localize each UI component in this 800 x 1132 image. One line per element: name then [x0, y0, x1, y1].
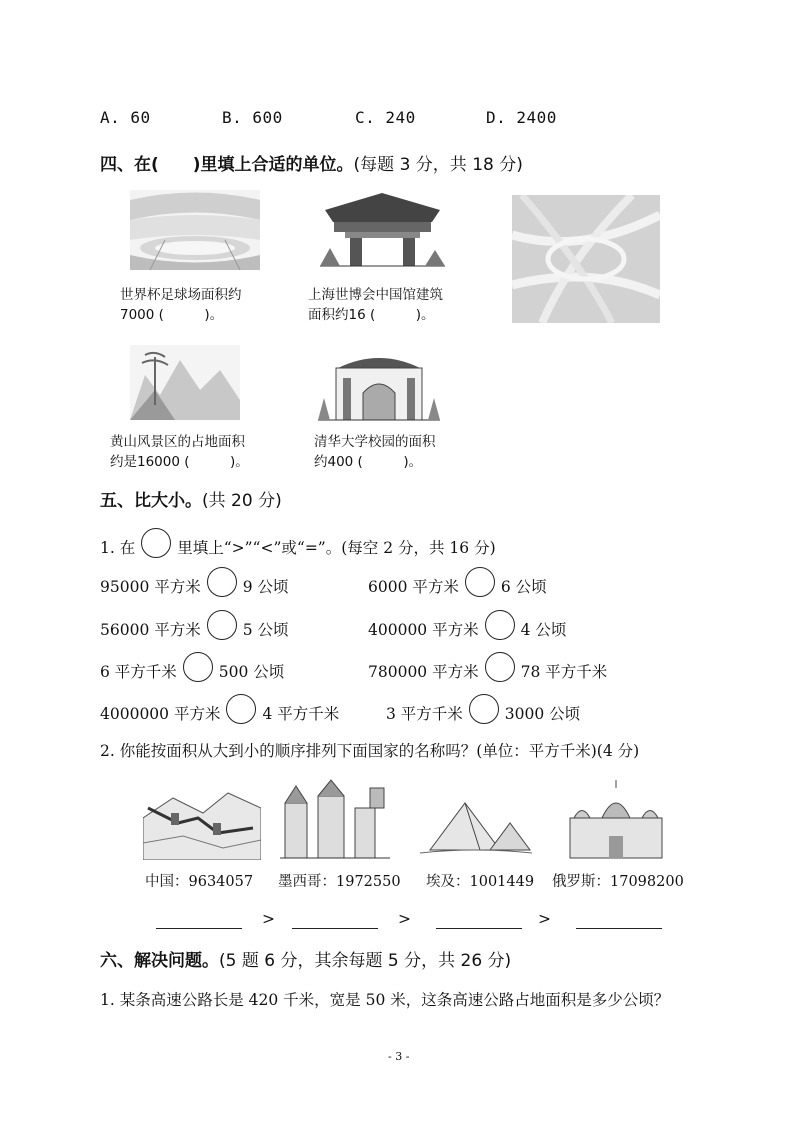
option-a: A. 60 — [100, 108, 151, 127]
caption-huangshan: 黄山风景区的占地面积 约是16000 ( )。 — [110, 434, 249, 470]
option-b: B. 600 — [222, 108, 283, 127]
greater-than-sign: > — [538, 910, 551, 928]
caption-pavilion: 上海世博会中国馆建筑 面积约16 ( )。 — [308, 287, 443, 323]
mexico-cathedral-image — [280, 778, 390, 860]
stadium-image — [130, 190, 260, 270]
caption-stadium: 世界杯足球场面积约 7000 ( )。 — [120, 287, 242, 323]
compare-answer-circle[interactable] — [485, 610, 515, 640]
compare-answer-circle[interactable] — [465, 567, 495, 597]
compare-row-1-right: 6000 平方米 6 公顷 — [368, 573, 547, 603]
compare-answer-circle[interactable] — [226, 694, 256, 724]
compare-row-2-right: 400000 平方米 4 公顷 — [368, 616, 566, 646]
compare-row-4-right: 3 平方千米 3000 公顷 — [386, 700, 580, 730]
russia-cathedral-image — [562, 778, 670, 860]
country-russia: 俄罗斯：17098200 — [552, 874, 684, 890]
china-pavilion-image — [320, 188, 445, 270]
section6-q1: 1. 某条高速公路长是 420 千米，宽是 50 米，这条高速公路占地面积是多少公顷？ — [100, 991, 670, 1009]
compare-answer-circle[interactable] — [485, 652, 515, 682]
order-blank-4[interactable] — [576, 912, 662, 933]
compare-answer-circle[interactable] — [183, 652, 213, 682]
caption-tsinghua: 清华大学校园的面积 约400 ( )。 — [314, 434, 436, 470]
compare-answer-circle[interactable] — [207, 610, 237, 640]
compare-answer-circle[interactable] — [207, 567, 237, 597]
section5-heading: 五、比大小。(共 20 分) — [100, 491, 282, 511]
page-number: - 3 - — [388, 1050, 410, 1063]
order-blank-1[interactable] — [156, 912, 242, 933]
section4-heading: 四、在( )里填上合适的单位。(每题 3 分，共 18 分) — [100, 155, 523, 175]
tsinghua-gate-image — [318, 343, 440, 423]
huangshan-image — [130, 345, 240, 420]
compare-row-3-right: 780000 平方米 78 平方千米 — [368, 658, 607, 688]
compare-row-1-left: 95000 平方米 9 公顷 — [100, 573, 289, 603]
compare-row-4-left: 4000000 平方米 4 平方千米 — [100, 700, 339, 730]
option-d: D. 2400 — [486, 108, 557, 127]
country-egypt: 埃及：1001449 — [426, 874, 535, 890]
highway-interchange-image — [512, 195, 660, 323]
compare-row-3-left: 6 平方千米 500 公顷 — [100, 658, 284, 688]
compare-answer-circle[interactable] — [469, 694, 499, 724]
pyramids-image — [420, 795, 532, 857]
example-circle — [141, 528, 171, 558]
order-blank-3[interactable] — [436, 912, 522, 933]
order-blank-2[interactable] — [292, 912, 378, 933]
greater-than-sign: > — [262, 910, 275, 928]
greater-than-sign: > — [398, 910, 411, 928]
great-wall-image — [143, 778, 261, 860]
section5-q2: 2. 你能按面积从大到小的顺序排列下面国家的名称吗？(单位：平方千米)(4 分) — [100, 742, 640, 760]
country-mexico: 墨西哥：1972550 — [278, 874, 401, 890]
option-c: C. 240 — [355, 108, 416, 127]
section5-q1-instruction: 1. 在 里填上“>”“<”或“=”。(每空 2 分，共 16 分) — [100, 534, 496, 564]
section6-heading: 六、解决问题。(5 题 6 分，其余每题 5 分，共 26 分) — [100, 951, 512, 971]
compare-row-2-left: 56000 平方米 5 公顷 — [100, 616, 289, 646]
country-china: 中国：9634057 — [145, 874, 254, 890]
